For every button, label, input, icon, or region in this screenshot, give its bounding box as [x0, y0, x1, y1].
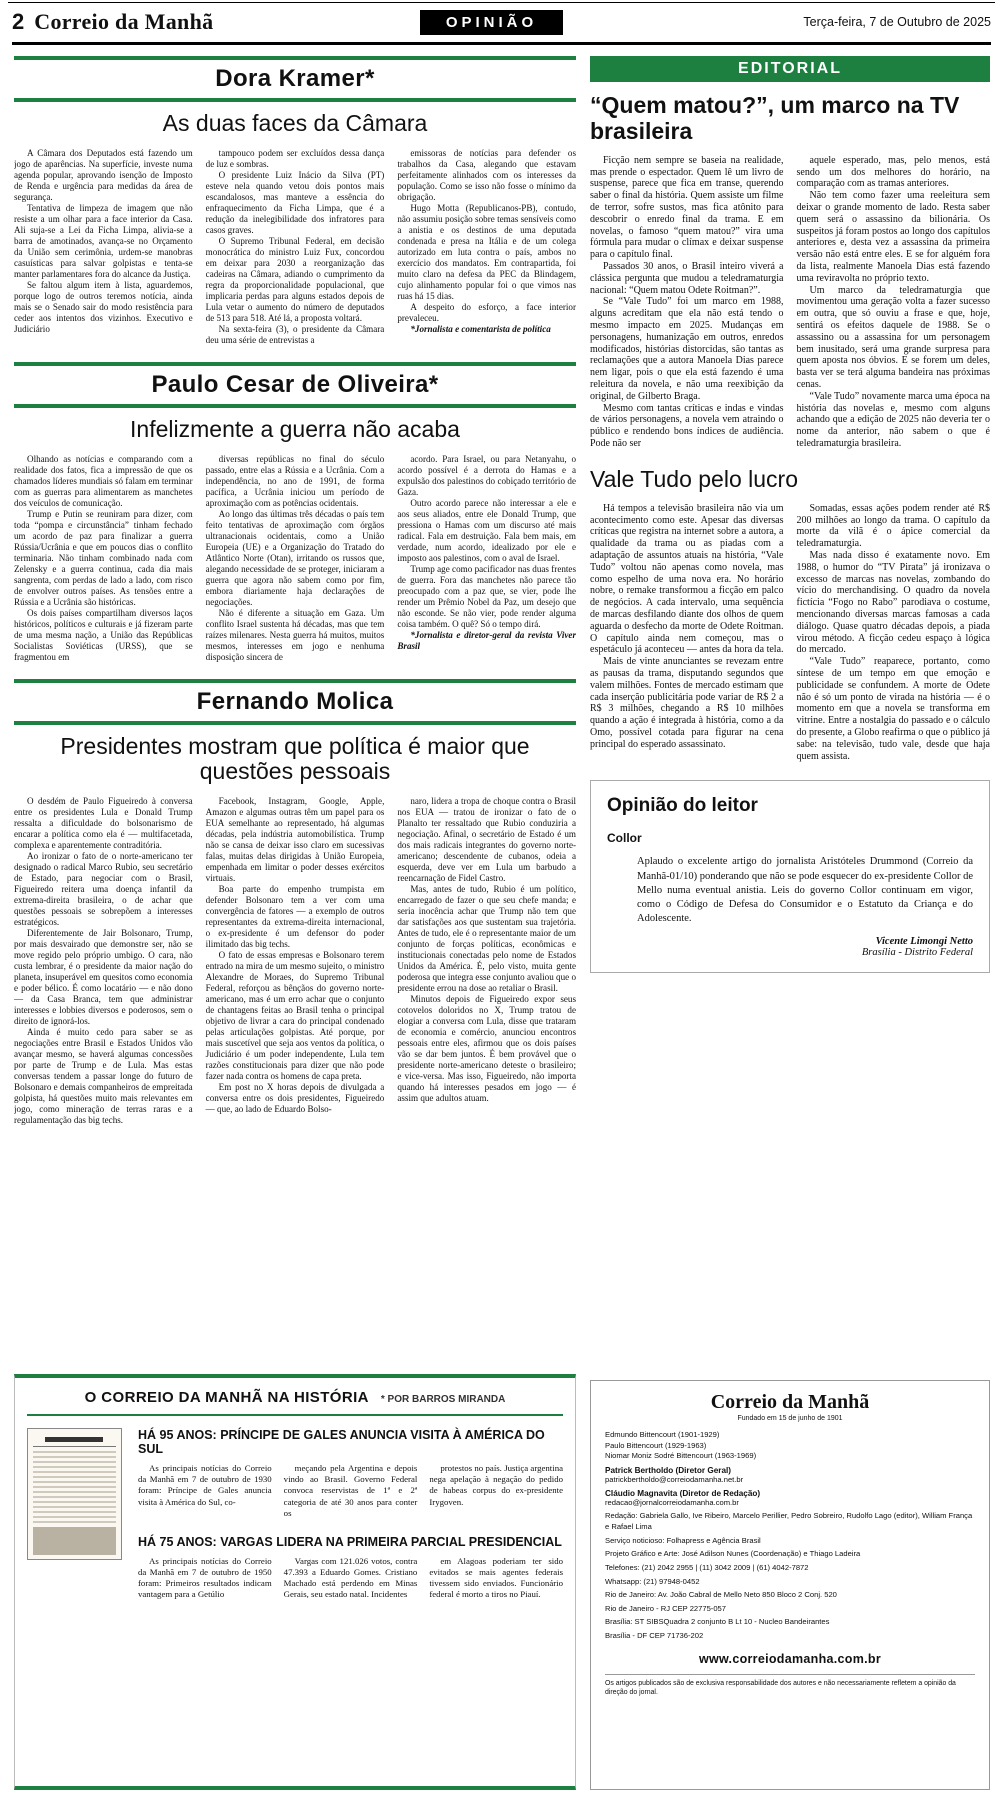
- text-column: [590, 503, 784, 763]
- text-column: [590, 155, 784, 450]
- history-newspaper-thumbnail: [27, 1428, 122, 1560]
- history-item-columns: [138, 1463, 563, 1519]
- history-item-75-anos: [138, 1535, 563, 1601]
- paragraph: Diferentemente de Jair Bolsonaro, Trump, por mais desvairado que demonstre ser, não se move regido pelo próprio umbigo. O cara, não custa lembrar, é o presidente da maior nação do planeta, insuperável em quesitos como economia e poder bélico. É como locatário — e não dono — da Casa Branca, tem que administrar interesses e lobbies diversos e poderosos, sem o direito de ignorá-los.: [14, 928, 193, 1026]
- paragraph: Rio de Janeiro: Av. João Cabral de Mello Neto 850 Bloco 2 Conj. 520: [605, 1590, 837, 1600]
- article-columns: [14, 796, 576, 1126]
- history-item-columns: [138, 1556, 563, 1601]
- history-item-95-anos: [138, 1428, 563, 1519]
- paragraph: Outro acordo parece não interessar a ele e aos seus aliados, entre ele Donald Trump, que pressiona o Hamas com um discurso até mais radical. Fala em destruição. Fala bem mais, em verdade, num acordo, idealizado por ele e imposto aos palestinos, com o aval de Israel.: [397, 497, 576, 563]
- thumbnail-masthead: [33, 1434, 116, 1447]
- editorial-columns: [590, 155, 990, 450]
- text-column: [797, 503, 991, 763]
- editorial-subsection-columns: [590, 503, 990, 763]
- paragraph: Projeto Gráfico e Arte: José Adilson Nunes (Coordenação) e Thiago Ladeira: [605, 1549, 861, 1559]
- reader-letter-title: Collor: [607, 831, 642, 846]
- paragraph: Ao ironizar o fato de o norte-americano ter designado o radical Marco Rubio, seu secretário de Estado, para negociar com o Brasil, Figueiredo reitera uma doença infantil da extrema-direita brasileira, o de achar que questões pessoais se sobrepõem a interesses estratégicos.: [14, 851, 193, 927]
- text-column: [397, 796, 576, 1126]
- green-rule: [14, 721, 576, 725]
- top-border-rule: [8, 2, 995, 3]
- green-rule: [14, 679, 576, 683]
- reader-opinion-box: [590, 780, 990, 973]
- paragraph: Edmundo Bittencourt (1901-1929): [605, 1430, 720, 1439]
- paragraph: “Vale Tudo” reaparece, portanto, como síntese de um tempo em que emoção e publicidade se confundem. A morte de Odete não é só um ponto de virada na história — é o momento em que a novela se transforma em vitrine. Entre a nostalgia do passado e o cálculo do presente, a Globo reafirma o que o público já sabe: na televisão, tudo vale, desde que haja quem assista.: [796, 656, 990, 762]
- paragraph: Mas, antes de tudo, Rubio é um político, encarregado de fazer o que seu chefe manda; e seria inocência achar que Trump não tem que dar satisfações aos que sustentam sua trajetória. Antes de tudo, ele é o representante maior de um conjunto de forças políticas, econômicas e institucionais conectadas pelo nome de Estados Unidos da América. É, pelo visto, muita gente poderosa que integra esse conjunto avaliou que o presidente errou na dose ao retaliar o Brasil.: [397, 884, 576, 993]
- article-headline: As duas faces da Câmara: [162, 110, 428, 136]
- green-rule: [14, 362, 576, 366]
- article-author: Dora Kramer*: [215, 65, 375, 92]
- article-columns: [14, 148, 576, 346]
- text-column: [797, 155, 991, 450]
- article-byline: *Jornalista e comentarista de política: [410, 323, 551, 334]
- history-header: [27, 1389, 563, 1407]
- text-column-body: [397, 148, 576, 324]
- green-rule: [14, 98, 576, 102]
- history-section: [14, 1374, 576, 1790]
- paragraph: protestos no país. Justiça argentina nega apelação à negação do pedido de habeas corpus do ex-presidente Irygoven.: [429, 1463, 564, 1507]
- paragraph: Rio de Janeiro - RJ CEP 22775-057: [605, 1603, 727, 1613]
- text-column: [206, 454, 385, 663]
- paragraph: Vargas com 121.026 votos, contra 47.393 a Eduardo Gomes. Cristiano Machado está perdendo em Minas Gerais, seu estado natal. Incidentes: [283, 1555, 418, 1600]
- text-column: [429, 1463, 563, 1519]
- paragraph: Há tempos a televisão brasileira não via um acontecimento como este. Apesar das diversas críticas que registra na internet sobre a autora, a qualidade da trama ou as piadas com a adaptação de assuntos atuais na história, “Vale Tudo” voltou não apenas como novela, mas como espelho de uma nova era. No horário nobre, o remake transformou a ficção em palco de negócios. A cada intervalo, uma sequência de marcas desfilando diante dos olhos de quem aguarda o desfecho da morte de Odete Roitman. O capítulo ainda nem começou, mas o espetáculo já aconteceu — antes da hora da tela.: [590, 502, 784, 656]
- article-author: Paulo Cesar de Oliveira*: [151, 370, 439, 398]
- paragraph: Na sexta-feira (3), o presidente da Câmara deu uma série de entrevistas a: [205, 323, 385, 345]
- paragraph: Ao longo das últimas três décadas o país tem feito tentativas de aproximação com órgãos ultranacionais ocidentais, como a União Europeia (UE) e a Organização do Tratado do Atlântico Norte (Otan), irritando os russos que, alegando necessidade de se proteger, iniciaram a guerra que agora não sabem como por fim, embora diariamente haja declarações de negociações.: [205, 508, 385, 607]
- paragraph: Ainda é muito cedo para saber se as negociações entre Brasil e Estados Unidos vão avançar mesmo, se haverá algumas concessões por parte de Trump e de Lula. Mas estas conversas tendem a passar longe do futuro de Bolsonaro e demais companheiros de empreitada golpista, há questões muito mais relevantes em jogo, como mineração de terras raras e a regulamentação das big techs.: [14, 1027, 193, 1125]
- paragraph: Ficção nem sempre se baseia na realidade, mas prende o espectador. Quem lê um livro de suspense, parece que fica em transe, querendo saber o final da história. Quem assiste um filme de terror, sofre sustos, mas fica atônito para descobrir o enredo final da trama. E em novelas, o famoso “quem matou?” vira uma fórmula para mudar o clímax e deixar suspense para o capítulo final.: [590, 154, 784, 261]
- history-items: [138, 1428, 563, 1617]
- masthead-disclaimer: Os artigos publicados são de exclusiva responsabilidade dos autores e não necessariamente refletem a opinião da direção do jornal.: [605, 1674, 975, 1698]
- history-body: [27, 1428, 563, 1617]
- article-columns: [14, 454, 576, 663]
- paragraph: Se faltou algum item à lista, aguardemos, porque logo de outros teremos notícia, ainda mais se o Senado sair do modo resistência para ceder aos intentos dos vizinhos. Executivo e Judiciário: [14, 279, 193, 334]
- header-center: [292, 10, 691, 35]
- redaction-director: Cláudio Magnavita (Diretor de Redação): [605, 1489, 761, 1499]
- paragraph: Mesmo com tantas críticas e indas e vindas de vários personagens, a novela vem atraindo o público e rendendo bons índices de audiência. Pode não ser: [590, 402, 784, 449]
- article-dora-kramer: [14, 56, 576, 346]
- article-headline: Infelizmente a guerra não acaba: [130, 415, 460, 442]
- director-general: Patrick Bertholdo (Diretor Geral): [605, 1465, 732, 1475]
- article-paulo-cesar-de-oliveira: [14, 362, 576, 663]
- paragraph: Telefones: (21) 2042 2955 | (11) 3042 2009 | (61) 4042-7872: [605, 1562, 809, 1572]
- paragraph: Paulo Bittencourt (1929-1963): [605, 1440, 707, 1450]
- paragraph: acordo. Para Israel, ou para Netanyahu, o acordo possível é a derrota do Hamas e a expulsão dos palestinos do cobiçado território de Gaza.: [397, 453, 576, 497]
- paragraph: As principais notícias do Correio da Manhã em 7 de outubro de 1930 foram: Príncipe de Gales anuncia visita à América do Sul, co-: [138, 1463, 272, 1507]
- article-fernando-molica: [14, 679, 576, 1127]
- paragraph: meçando pela Argentina e depois vindo ao Brasil. Governo Federal convoca reservistas de 1ª e 2ª categoria de até 30 anos para conter os: [283, 1463, 418, 1518]
- opinion-columns-zone: [14, 56, 576, 1368]
- article-byline: *Jornalista e diretor-geral da revista Viver Brasil: [397, 629, 576, 651]
- text-column: [138, 1463, 272, 1519]
- history-item-headline: HÁ 95 ANOS: PRÍNCIPE DE GALES ANUNCIA VISITA À AMÉRICA DO SUL: [138, 1428, 545, 1456]
- green-rule: [14, 404, 576, 408]
- paragraph: aquele esperado, mas, pelo menos, está sendo um dos melhores do horário, na comparação com as tramas anteriores.: [796, 154, 990, 190]
- paragraph: Redação: Gabriela Gallo, Ive Ribeiro, Marcelo Perillier, Pedro Sobreiro, Rudolfo Lago (editor), William França e Rafael Lima: [605, 1511, 973, 1531]
- paragraph: Serviço noticioso: Folhapress e Agência Brasil: [605, 1535, 761, 1545]
- masthead-founders: [605, 1430, 975, 1462]
- paragraph: O presidente Luiz Inácio da Silva (PT) esteve nela quando vetou dois pontos mais escandalosos, mas manteve a essência do enfraquecimento da Ficha Limpa, que é a redução da inelegibilidade dos infratores para casos graves.: [205, 169, 385, 235]
- history-item-headline: HÁ 75 ANOS: VARGAS LIDERA NA PRIMEIRA PARCIAL PRESIDENCIAL: [138, 1534, 562, 1549]
- text-column: [14, 148, 193, 346]
- paragraph: Um marco da teledramaturgia que movimentou uma geração volta a fazer sucesso em outra, que só ouviu a frase e que, hoje, sentirá os efeitos daquele de 1988. Se o assassino ou a assassina for um personagem bem inusitado, será uma grande surpresa para quem aposta nos óbvios. E se forem um deles, basta ver se terá alguma bandeira nas próximas cenas.: [796, 284, 990, 391]
- paragraph: emissoras de notícias para defender os trabalhos da Casa, alegando que estavam perfeitamente alinhados com os interesses da população. Como se isso não fosse o mínimo da obrigação.: [397, 147, 576, 202]
- paragraph: Passados 30 anos, o Brasil inteiro viverá a clássica pergunta que mudou a teledramaturgia nacional: “Quem matou Odete Roitman?”.: [590, 261, 784, 296]
- text-column: [138, 1556, 272, 1601]
- paragraph: Somadas, essas ações podem render até R$ 200 milhões ao longo da trama. O capítulo da morte da vilã é o ápice comercial da teledramaturgia.: [796, 502, 990, 550]
- paragraph: Hugo Motta (Republicanos-PB), contudo, não assumiu posição sobre temas sensíveis como a anistia e os destinos de uma deputada condenada e presa na Itália e de um colega autorizado em luta contra o país, ambos no exercício dos mandatos. Em contrapartida, foi muito claro na defesa da PEC da Blindagem, cujo alinhamento popular foi o que vimos nas ruas há 15 dias.: [397, 202, 576, 301]
- paragraph: Minutos depois de Figueiredo expor seus cotovelos doloridos no X, Trump tratou de elogiar a conversa com Lula, disse que trataram de economia e comércio, anunciou encontros pessoais entre eles, afirmou que os dois países vão se dar bem juntos. É bem provável que o presidente norte-americano deteste o brasileiro; e vice-versa. Mas isso, Figueiredo, não importa quando há interesses pesados em jogo — é assim que adultos atuam.: [397, 994, 576, 1103]
- masthead-founded: Fundado em 15 de junho de 1901: [737, 1415, 843, 1422]
- paragraph: em Alagoas poderiam ter sido evitados se mais agentes federais tivessem sido enviados. Funcionário federal é morto a tiros no Piauí.: [429, 1555, 564, 1600]
- text-column: [284, 1556, 418, 1601]
- paragraph: Em post no X horas depois de divulgada a conversa entre os dois presidentes, Figueiredo — que, ao lado de Eduardo Bolso-: [205, 1082, 385, 1114]
- paragraph: O fato de essas empresas e Bolsonaro terem entrado na mira de um mesmo sujeito, o ministro Alexandre de Moraes, do Supremo Tribunal Federal, reforçou as bênçãos do governo norte-americano, mas é um erro achar que o conjunto de chantagens feitas ao Brasil tenha o principal objetivo de livrar a cara do principal condenado pelas articulações golpistas. Até porque, por mais suscetível que seja aos ventos da política, o Judiciário é um poder independente, Lula tem razões constitucionais para dizer que não pode fazer nada contra os homens de capa preta.: [205, 950, 385, 1081]
- paragraph: Facebook, Instagram, Google, Apple, Amazon e algumas outras têm um papel para os EUA semelhante ao representado, há algumas décadas, pela indústria automobilística. Trump não se cansa de deixar isso claro em sucessivas falas, muitas delas dirigidas à União Europeia, empenhada em limitar o poder desses exércitos virtuais.: [205, 796, 385, 883]
- paragraph: A despeito do esforço, a face interior prevaleceu.: [397, 301, 576, 323]
- text-column: [397, 148, 576, 346]
- article-headline: Presidentes mostram que política é maior que questões pessoais: [60, 732, 530, 785]
- green-rule: [14, 56, 576, 60]
- masthead-misc-lines: [605, 1511, 975, 1641]
- paragraph: Mais de vinte anunciantes se revezam entre as pausas da trama, disputando segundos que valem milhões. Fontes de mercado estimam que cada inserção publicitária pode variar de R$ 2 a R$ 3 milhões, chegando a R$ 10 milhões quando a ação é integrada à história, como a da Omo, possível cotada para figurar na cena principal do esperado assassinato.: [590, 656, 784, 750]
- paragraph: As principais notícias do Correio da Manhã em 7 de outubro de 1950 foram: Primeiros resultados indicam vantagem para a Getúlio: [138, 1555, 272, 1600]
- editorial-zone: [590, 56, 990, 1370]
- paragraph: Boa parte do empenho trumpista em defender Bolsonaro tem a ver com uma convergência de fatores — a exemplo de outros representantes da extrema-direita internacional, o ex-presidente é um defensor do poder ilimitado das big techs.: [205, 884, 385, 949]
- text-column: [206, 148, 385, 346]
- thumbnail-text-lines: [33, 1451, 116, 1523]
- text-column: [284, 1463, 418, 1519]
- text-column: [397, 454, 576, 663]
- paragraph: Brasília - DF CEP 71736-202: [605, 1631, 704, 1640]
- text-column-body: [397, 454, 576, 630]
- paragraph: Brasília: ST SIBSQuadra 2 conjunto B Lt 10 - Nucleo Bandeirantes: [605, 1617, 830, 1627]
- thumbnail-photo: [33, 1527, 116, 1555]
- paragraph: Trump age como pacificador nas duas frentes de guerra. Fora das manchetes não parece tão preocupado com a paz que, se vier, pode lhe render um Prêmio Nobel da Paz, um desejo que não esconde. Se não vier, pode render alguma coisa também. O quê? Só o tempo dirá.: [397, 563, 576, 629]
- paragraph: Whatsapp: (21) 97948-0452: [605, 1576, 700, 1586]
- paragraph: O Supremo Tribunal Federal, em decisão monocrática do ministro Luiz Fux, concordou em deixar para 2030 a reorganização das cadeiras na Câmara, adiando o cumprimento da regra da proporcionalidade populacional, que implicaria perdas para alguns estados depois de Lula vetar o aumento do número de deputados de 513 para 518. Até lá, a proposta voltará.: [205, 235, 385, 323]
- history-byline: * POR BARROS MIRANDA: [380, 1394, 506, 1405]
- paragraph: O desdém de Paulo Figueiredo à conversa entre os presidentes Lula e Donald Trump ressalta a dificuldade do bolsonarismo de encarar a política como ela é — multifacetada, complexa e aparentemente contraditória.: [14, 796, 193, 850]
- article-author: Fernando Molica: [196, 687, 394, 715]
- reader-letter-location: Brasília - Distrito Federal: [861, 947, 973, 959]
- header-rule: [12, 42, 991, 45]
- paragraph: “Vale Tudo” novamente marca uma época na história das novelas e, mesmo com alguns achando que a edição de 2025 não deveria ter o nome da anterior, não sabem o que é teledramaturgia brasileira.: [796, 390, 990, 449]
- green-rule: [27, 1414, 563, 1416]
- reader-opinion-title: Opinião do leitor: [607, 795, 758, 817]
- editorial-subsection-title: Vale Tudo pelo lucro: [590, 465, 798, 492]
- reader-letter-body: Aplaudo o excelente artigo do jornalista Aristóteles Drummond (Correio da Manhã-01/10) ponderando que não se pode esquecer do ex-presidente Collor de Mello numa eventual anistia. Leis do governo Collor continuam em vigor, como o Código de Defesa do Consumidor e o Estatuto da Criança e do Adolescente.: [637, 856, 973, 925]
- paragraph: Não é diferente a situação em Gaza. Um conflito Israel sustenta há décadas, mas que tem raízes milenares. Nesta guerra há muitos, muitos mesmos, interesses em jogo e nenhuma disposição sincera de: [205, 607, 385, 662]
- paragraph: Trump e Putin se reuniram para dizer, com toda “pompa e circunstância” tinham fechado um acordo de paz para finalizar a guerra Rússia/Ucrânia e que em poucos dias o conflito terminaria. Não tinham combinado nada com Zelensky e a guerra continua, cada dia mais sangrenta, com perdas de lado a lado, com risco de envolver outros países. As tensões entre a Rússia e a Ucrânia são históricas.: [14, 508, 193, 607]
- website-url: www.correiodamanha.com.br: [698, 1651, 882, 1666]
- editorial-headline: “Quem matou?”, um marco na TV brasileira: [590, 92, 960, 145]
- paragraph: tampouco podem ser excluídos dessa dança de luz e sombras.: [205, 147, 385, 169]
- paragraph: Niomar Moniz Sodré Bittencourt (1963-1969): [605, 1451, 757, 1461]
- text-column: [429, 1556, 563, 1601]
- text-column: [206, 796, 385, 1126]
- paragraph: Tentativa de limpeza de imagem que não resiste a um olhar para a face interior da Casa. Ali suja-se a Lei da Ficha Limpa, alivia-se a barra de amotinados, avança-se no Orçamento da União sem cerimônia, urdem-se manobras casuísticas para salvar golpistas e tenta-se manter parlamentares fora do alcance da Justiça.: [14, 202, 193, 279]
- newspaper-brand: Correio da Manhã: [34, 9, 214, 34]
- paragraph: Os dois países compartilham diversos laços históricos, políticos e culturais e já fizeram parte de uma mesma nação, a União das Repúblicas Socialistas Soviéticas (URSS), que se fragmentou em: [14, 607, 193, 662]
- page-number: 2: [12, 9, 25, 34]
- director-general-email: patrickbertholdo@correiodamanha.net.br: [605, 1474, 744, 1484]
- paragraph: naro, lidera a tropa de choque contra o Brasil nos EUA — tratou de ironizar o fato de o Planalto ter ressaltado que Rubio conduziria a negociação. Afinal, o secretário de Estado é um dos mais radicais integrantes do governo norte-americano; descendente de cubanos, odeia a esquerda, deve ver em Lula um barbudo a reencarnação de Fidel Castro.: [397, 796, 576, 883]
- paragraph: Não tem como fazer uma reeleitura sem deixar o grande momento de lado. Resta saber quem será o assassino da bilionária. Os suspeitos já foram postos ao longo dos capítulos anteriores e, desta vez a assassina da primeira versão não está entre eles. E se for alguém fora da lista, realmente Manoela Dias está fazendo uma reviravolta no próprio texto.: [796, 190, 990, 284]
- history-title: O CORREIO DA MANHÃ NA HISTÓRIA: [84, 1389, 369, 1406]
- paragraph: A Câmara dos Deputados está fazendo um jogo de aparências. Na superfície, investe numa agenda popular, aprovando isenção de Imposto de Renda e urgência para medidas da área de segurança.: [14, 147, 193, 202]
- section-label: OPINIÃO: [420, 10, 563, 35]
- masthead-logo: Correio da Manhã: [710, 1391, 870, 1413]
- masthead-info-box: [590, 1380, 990, 1790]
- text-column: [14, 796, 193, 1126]
- edition-date: Terça-feira, 7 de Outubro de 2025: [803, 15, 991, 29]
- header-left: [12, 9, 292, 35]
- redaction-director-email: redacao@jornalcorreiodamanha.com.br: [605, 1498, 739, 1508]
- page-header: [12, 5, 991, 39]
- editorial-label: EDITORIAL: [738, 60, 842, 77]
- paragraph: Olhando as notícias e comparando com a realidade dos fatos, fica a impressão de que os chamados líderes mundiais só falam em terminar com as guerras para alimentarem as manchetes dos veículos de comunicação.: [14, 453, 193, 508]
- text-column: [14, 454, 193, 663]
- paragraph: Mas nada disso é exatamente novo. Em 1988, o humor do “TV Pirata” já ironizava o excesso de marcas nas novelas, zombando do vício do merchandising. O quadro da novela fictícia “Fogo no Rabo” parodiava o costume, mencionando diversas marcas famosas a cada diálogo. Quase quatro décadas depois, a piada virou método. A ficção cedeu espaço à lógica do mercado.: [796, 549, 990, 656]
- paragraph: diversas repúblicas no final do século passado, entre elas a Rússia e a Ucrânia. Com a independência, no ano de 1991, de forma pacífica, a Ucrânia iniciou um período de aproximação com as potências ocidentais.: [205, 453, 385, 508]
- reader-letter-signature: Vicente Limongi Netto: [875, 936, 973, 948]
- paragraph: Se “Vale Tudo” foi um marco em 1988, alguns acreditam que ela não está tendo o mesmo impacto em 2025. Mudanças em personagens, humanização em outros, enredos modificados, histórias distorcidas, são tantas as reclamações que a autora Manoela Dias parece nem ligar, pois o que ela está fazendo é uma releitura da novela, e não uma reexibição da original, de Gilberto Braga.: [590, 296, 784, 402]
- editorial-label-bar: [590, 56, 990, 82]
